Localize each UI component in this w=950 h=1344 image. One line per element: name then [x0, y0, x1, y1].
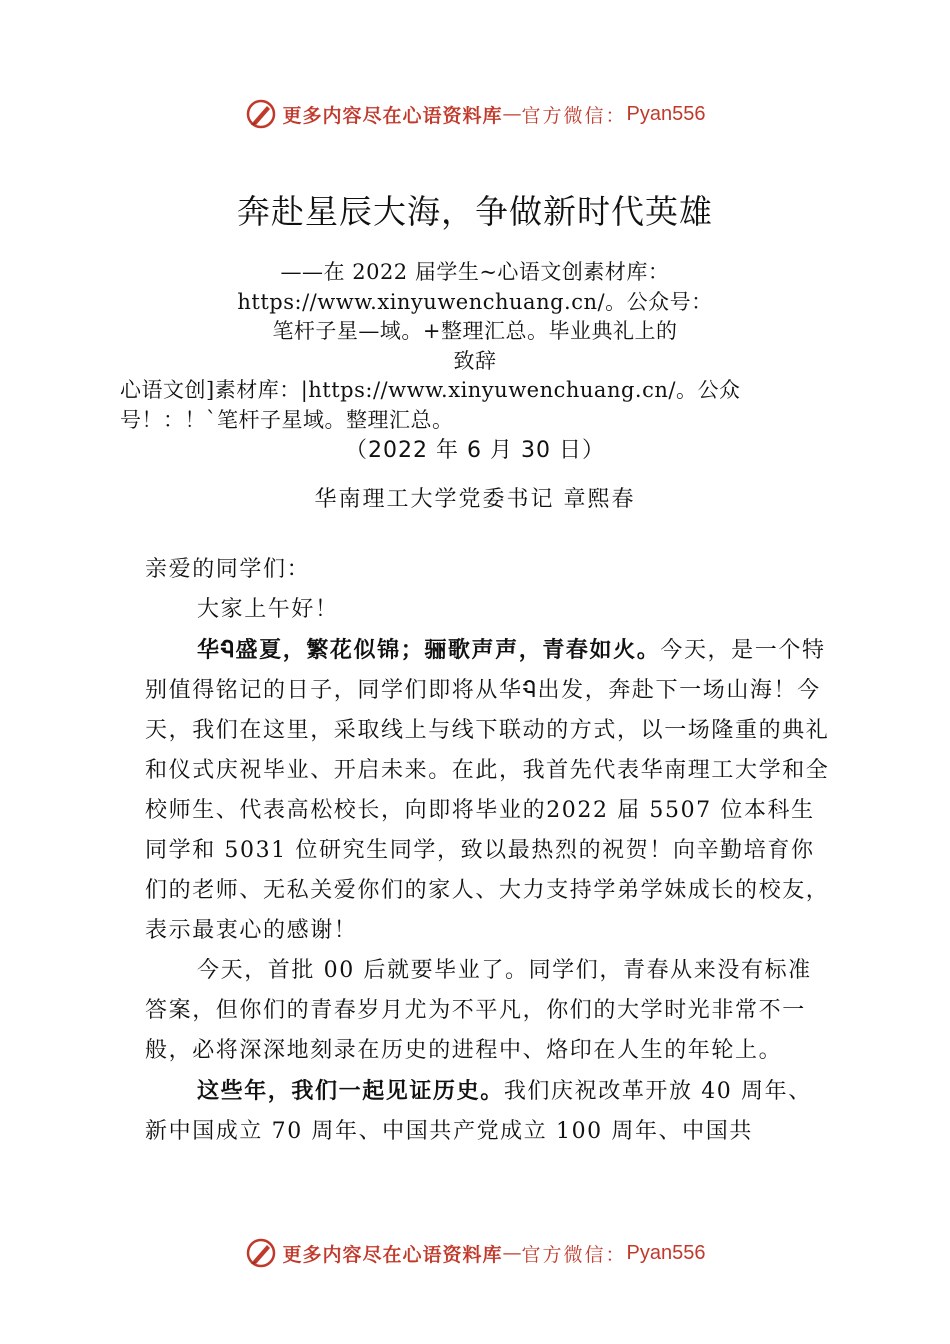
para1-bold: 盛夏，繁花似锦；骊歌声声，青春如火。 [235, 637, 661, 663]
para1-text-2: 出发，奔赴下一场山海！今天，我们在这里，采取线上与线下联动的方式，以一场隆重的典礼和仪式庆祝毕业、开启未来。在此，我首先代表华南理工大学和全校师生、代表高松校长，向即将毕业的2022 届 5507 位本科生同学和 5031 位研究生同学，致以最热烈的祝贺！向辛勤培育你们的老师、无私关爱你们的家人、大力支持学弟学妹成长的校友，表示最衷心的感谢！ [145, 678, 830, 943]
footer-banner [0, 1235, 950, 1271]
subtitle [120, 258, 820, 435]
speech-author: 华南理工大学党委书记 章熙春 [314, 487, 636, 512]
paragraph-1 [145, 630, 835, 951]
para3-text: 我们庆祝改革开放 40 周年、新中国成立 70 周年、中国共产党成立 100 周年、中国共 [145, 1079, 812, 1144]
pen-seal-logo-icon [245, 98, 277, 130]
speech-date: （2022 年 6 月 30 日） [345, 438, 605, 463]
para1-text: 今天，是一个特别值得铭记的日子，同学们即将从华 [145, 638, 826, 703]
banner-brand: 更多内容尽在心语资料库 [282, 104, 503, 127]
banner-wechat-label: 官方微信： [521, 1243, 627, 1266]
page-title: 奔赴星辰大海，争做新时代英雄 [237, 192, 713, 231]
header-banner [0, 96, 950, 132]
banner-dash: — [502, 1242, 522, 1264]
banner-dash: — [502, 103, 522, 125]
subtitle-line: ——在 2022 届学生~心语文创素材库： [280, 260, 670, 284]
greeting: 亲爱的同学们： [145, 557, 311, 582]
subtitle-line: 心语文创]素材库：|https://www.xinyuwenchuang.cn/。公众 [120, 378, 741, 402]
banner-brand: 更多内容尽在心语资料库 [282, 1243, 503, 1266]
subtitle-line: 致辞 [453, 348, 497, 373]
para1-glyph: Ꮔ [220, 637, 236, 663]
para1-glyph-2: Ꮔ [522, 678, 538, 703]
speech-body [145, 550, 835, 1152]
paragraph-2: 今天，首批 00 后就要毕业了。同学们，青春从来没有标准答案，但你们的青春岁月尤为不平凡，你们的大学时光非常不一般，必将深深地刻录在历史的进程中、烙印在人生的年轮上。 [145, 958, 812, 1063]
banner-wechat-id: Pyan556 [626, 102, 706, 125]
hello: 大家上午好！ [197, 597, 339, 622]
subtitle-line: https://www.xinyuwenchuang.cn/。公众号： [237, 289, 713, 314]
subtitle-line: 号！：！`笔杆子星域。整理汇总。 [120, 407, 454, 432]
pen-seal-logo-icon [245, 1237, 277, 1269]
paragraph-3 [145, 1071, 835, 1152]
banner-wechat-label: 官方微信： [521, 104, 627, 127]
para1-bold-start: 华 [197, 637, 221, 663]
para3-bold: 这些年，我们一起见证历史。 [197, 1078, 504, 1104]
subtitle-line: 笔杆子星—域。+整理汇总。毕业典礼上的 [272, 319, 678, 343]
banner-wechat-id: Pyan556 [626, 1241, 706, 1264]
